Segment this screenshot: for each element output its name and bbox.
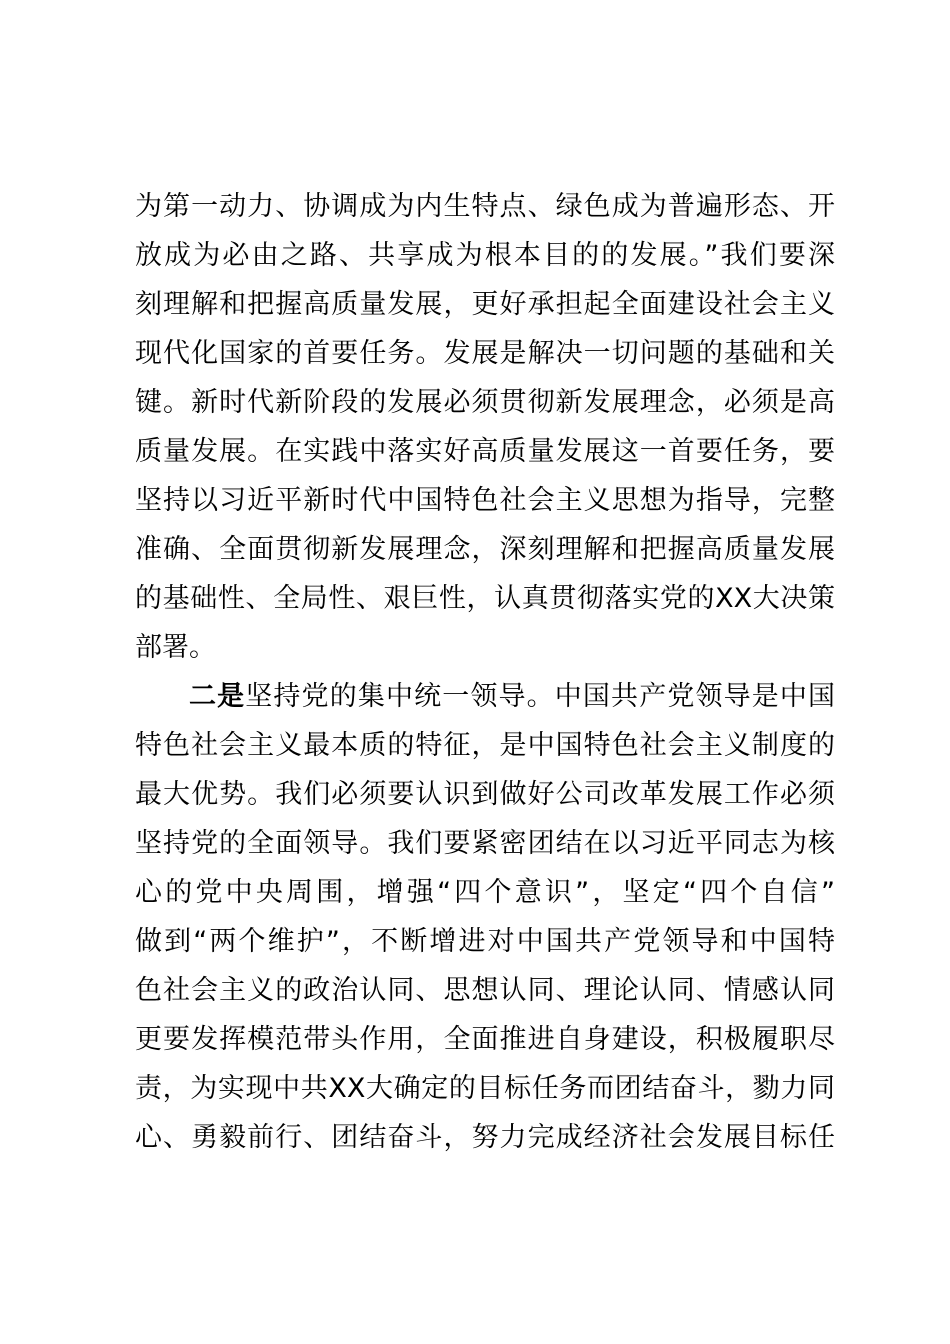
text-line: 责，为实现中共XX大确定的目标任务而团结奋斗，勠力同 — [135, 1073, 835, 1104]
text-line: 放成为必由之路、共享成为根本目的的发展。”我们要深 — [135, 240, 835, 271]
text-line: 刻理解和把握高质量发展，更好承担起全面建设社会主义 — [135, 289, 835, 320]
text-line: 准确、全面贯彻新发展理念，深刻理解和把握高质量发展 — [135, 534, 835, 565]
paragraph-1 — [135, 182, 835, 672]
text-line: 更要发挥模范带头作用，全面推进自身建设，积极履职尽 — [135, 1024, 835, 1055]
text-line: 坚持党的全面领导。我们要紧密团结在以习近平同志为核 — [135, 828, 835, 859]
text-line: 的基础性、全局性、艰巨性，认真贯彻落实党的XX大决策 — [135, 583, 835, 614]
text-line: 为第一动力、协调成为内生特点、绿色成为普遍形态、开 — [135, 191, 835, 222]
text-line: 质量发展。在实践中落实好高质量发展这一首要任务，要 — [135, 436, 835, 467]
text-line: 部署。 — [135, 632, 216, 663]
body-text — [135, 182, 835, 1162]
text-line: 特色社会主义最本质的特征，是中国特色社会主义制度的 — [135, 730, 835, 761]
text-line: 现代化国家的首要任务。发展是解决一切问题的基础和关 — [135, 338, 835, 369]
text-line: 色社会主义的政治认同、思想认同、理论认同、情感认同 — [135, 975, 835, 1006]
point-marker: 二是 — [189, 681, 246, 712]
paragraph-2 — [135, 672, 835, 1162]
text-line: 心的党中央周围，增强“四个意识”，坚定“四个自信” — [135, 877, 835, 908]
lead-text: 坚持党的集中统一领导。中国共产党领导是中国 — [245, 681, 835, 712]
text-line: 做到“两个维护”，不断增进对中国共产党领导和中国特 — [135, 926, 835, 957]
text-line: 键。新时代新阶段的发展必须贯彻新发展理念，必须是高 — [135, 387, 835, 418]
text-line: 坚持以习近平新时代中国特色社会主义思想为指导，完整 — [135, 485, 835, 516]
text-line-lead — [135, 672, 835, 721]
text-line: 心、勇毅前行、团结奋斗，努力完成经济社会发展目标任 — [135, 1122, 835, 1153]
text-line: 最大优势。我们必须要认识到做好公司改革发展工作必须 — [135, 779, 835, 810]
